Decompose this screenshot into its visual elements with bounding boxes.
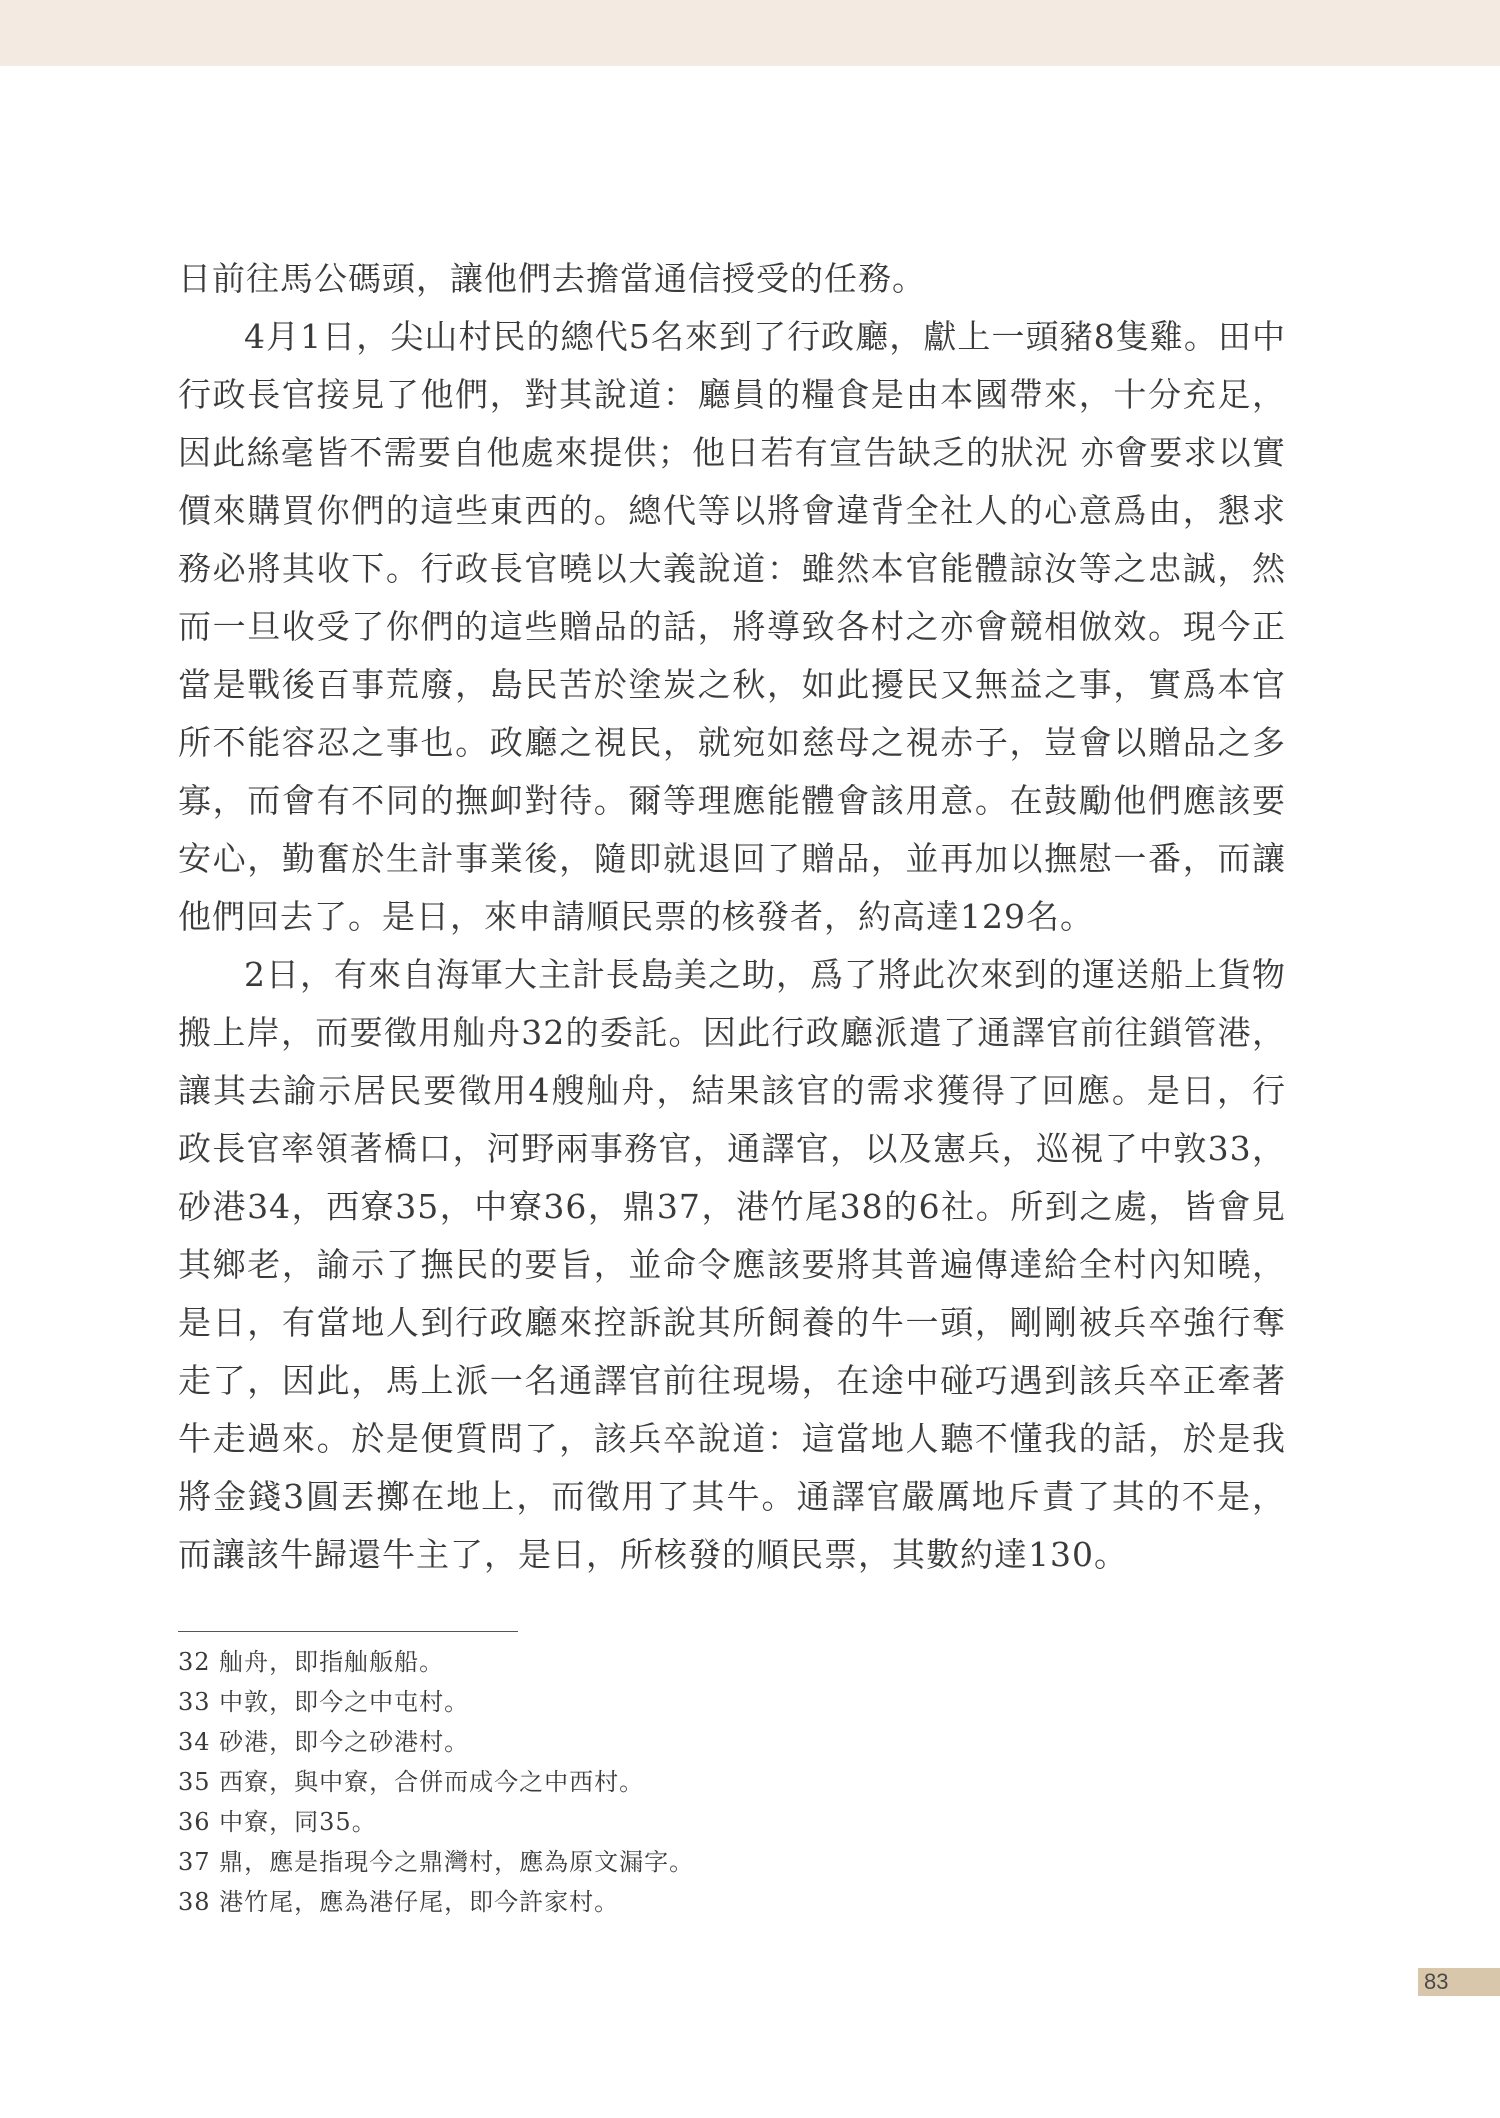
footnote-divider: [178, 1631, 518, 1632]
body-text: [178, 250, 1286, 1584]
footnote-38: 38 港竹尾，應為港仔尾，即今許家村。: [178, 1888, 620, 1916]
footnote-33: 33 中敦，即今之中屯村。: [178, 1688, 470, 1716]
paragraph-2: 4月1日，尖山村民的總代5名來到了行政廳，獻上一頭豬8隻雞。田中行政長官接見了他們，對其說道：廳員的糧食是由本國帶來，十分充足，因此絲毫皆不需要自他處來提供；他日若有宣告缺乏的狀況 亦會要求以實價來購買你們的這些東西的。總代等以將會違背全社人的心意爲由，懇求務必將其收下。行政長官曉以大義說道：雖然本官能體諒汝等之忠誠，然而一旦收受了你們的這些贈品的話，將導致各村之亦會競相倣效。現今正當是戰後百事荒廢，島民苦於塗炭之秋，如此擾民又無益之事，實爲本官所不能容忍之事也。政廳之視民，就宛如慈母之視赤子，豈會以贈品之多寡，而會有不同的撫卹對待。爾等理應能體會該用意。在鼓勵他們應該要安心，勤奮於生計事業後，隨即就退回了贈品，並再加以撫慰一番，而讓他們回去了。是日，來申請順民票的核發者，約高達129名。: [178, 317, 1286, 936]
footnote-34: 34 砂港，即今之砂港村。: [178, 1728, 470, 1756]
footnote-36: 36 中寮，同35。: [178, 1808, 377, 1836]
footnotes: [178, 1642, 1078, 1922]
paragraph-3: 2日，有來自海軍大主計長島美之助，爲了將此次來到的運送船上貨物搬上岸，而要徵用舢舟32的委託。因此行政廳派遣了通譯官前往鎖管港，讓其去諭示居民要徵用4艘舢舟，結果該官的需求獲得了回應。是日，行政長官率領著橋口，河野兩事務官，通譯官，以及憲兵，巡視了中敦33，砂港34，西寮35，中寮36，鼎37，港竹尾38的6社。所到之處，皆會見其鄉老，諭示了撫民的要旨，並命令應該要將其普遍傳達給全村內知曉，是日，有當地人到行政廳來控訴說其所飼養的牛一頭，剛剛被兵卒強行奪走了，因此，馬上派一名通譯官前往現場，在途中碰巧遇到該兵卒正牽著牛走過來。於是便質問了，該兵卒說道：這當地人聽不懂我的話，於是我將金錢3圓丟擲在地上，而徵用了其牛。通譯官嚴厲地斥責了其的不是，而讓該牛歸還牛主了，是日，所核發的順民票，其數約達130。: [178, 955, 1286, 1574]
footnote-35: 35 西寮，與中寮，合併而成今之中西村。: [178, 1768, 645, 1796]
footnote-37: 37 鼎，應是指現今之鼎灣村，應為原文漏字。: [178, 1848, 695, 1876]
footnote-32: 32 舢舟，即指舢舨船。: [178, 1648, 445, 1676]
page-top-band: [0, 0, 1500, 66]
paragraph-1: 日前往馬公碼頭，讓他們去擔當通信授受的任務。: [178, 259, 926, 298]
page-number: 83: [1418, 1968, 1500, 1996]
